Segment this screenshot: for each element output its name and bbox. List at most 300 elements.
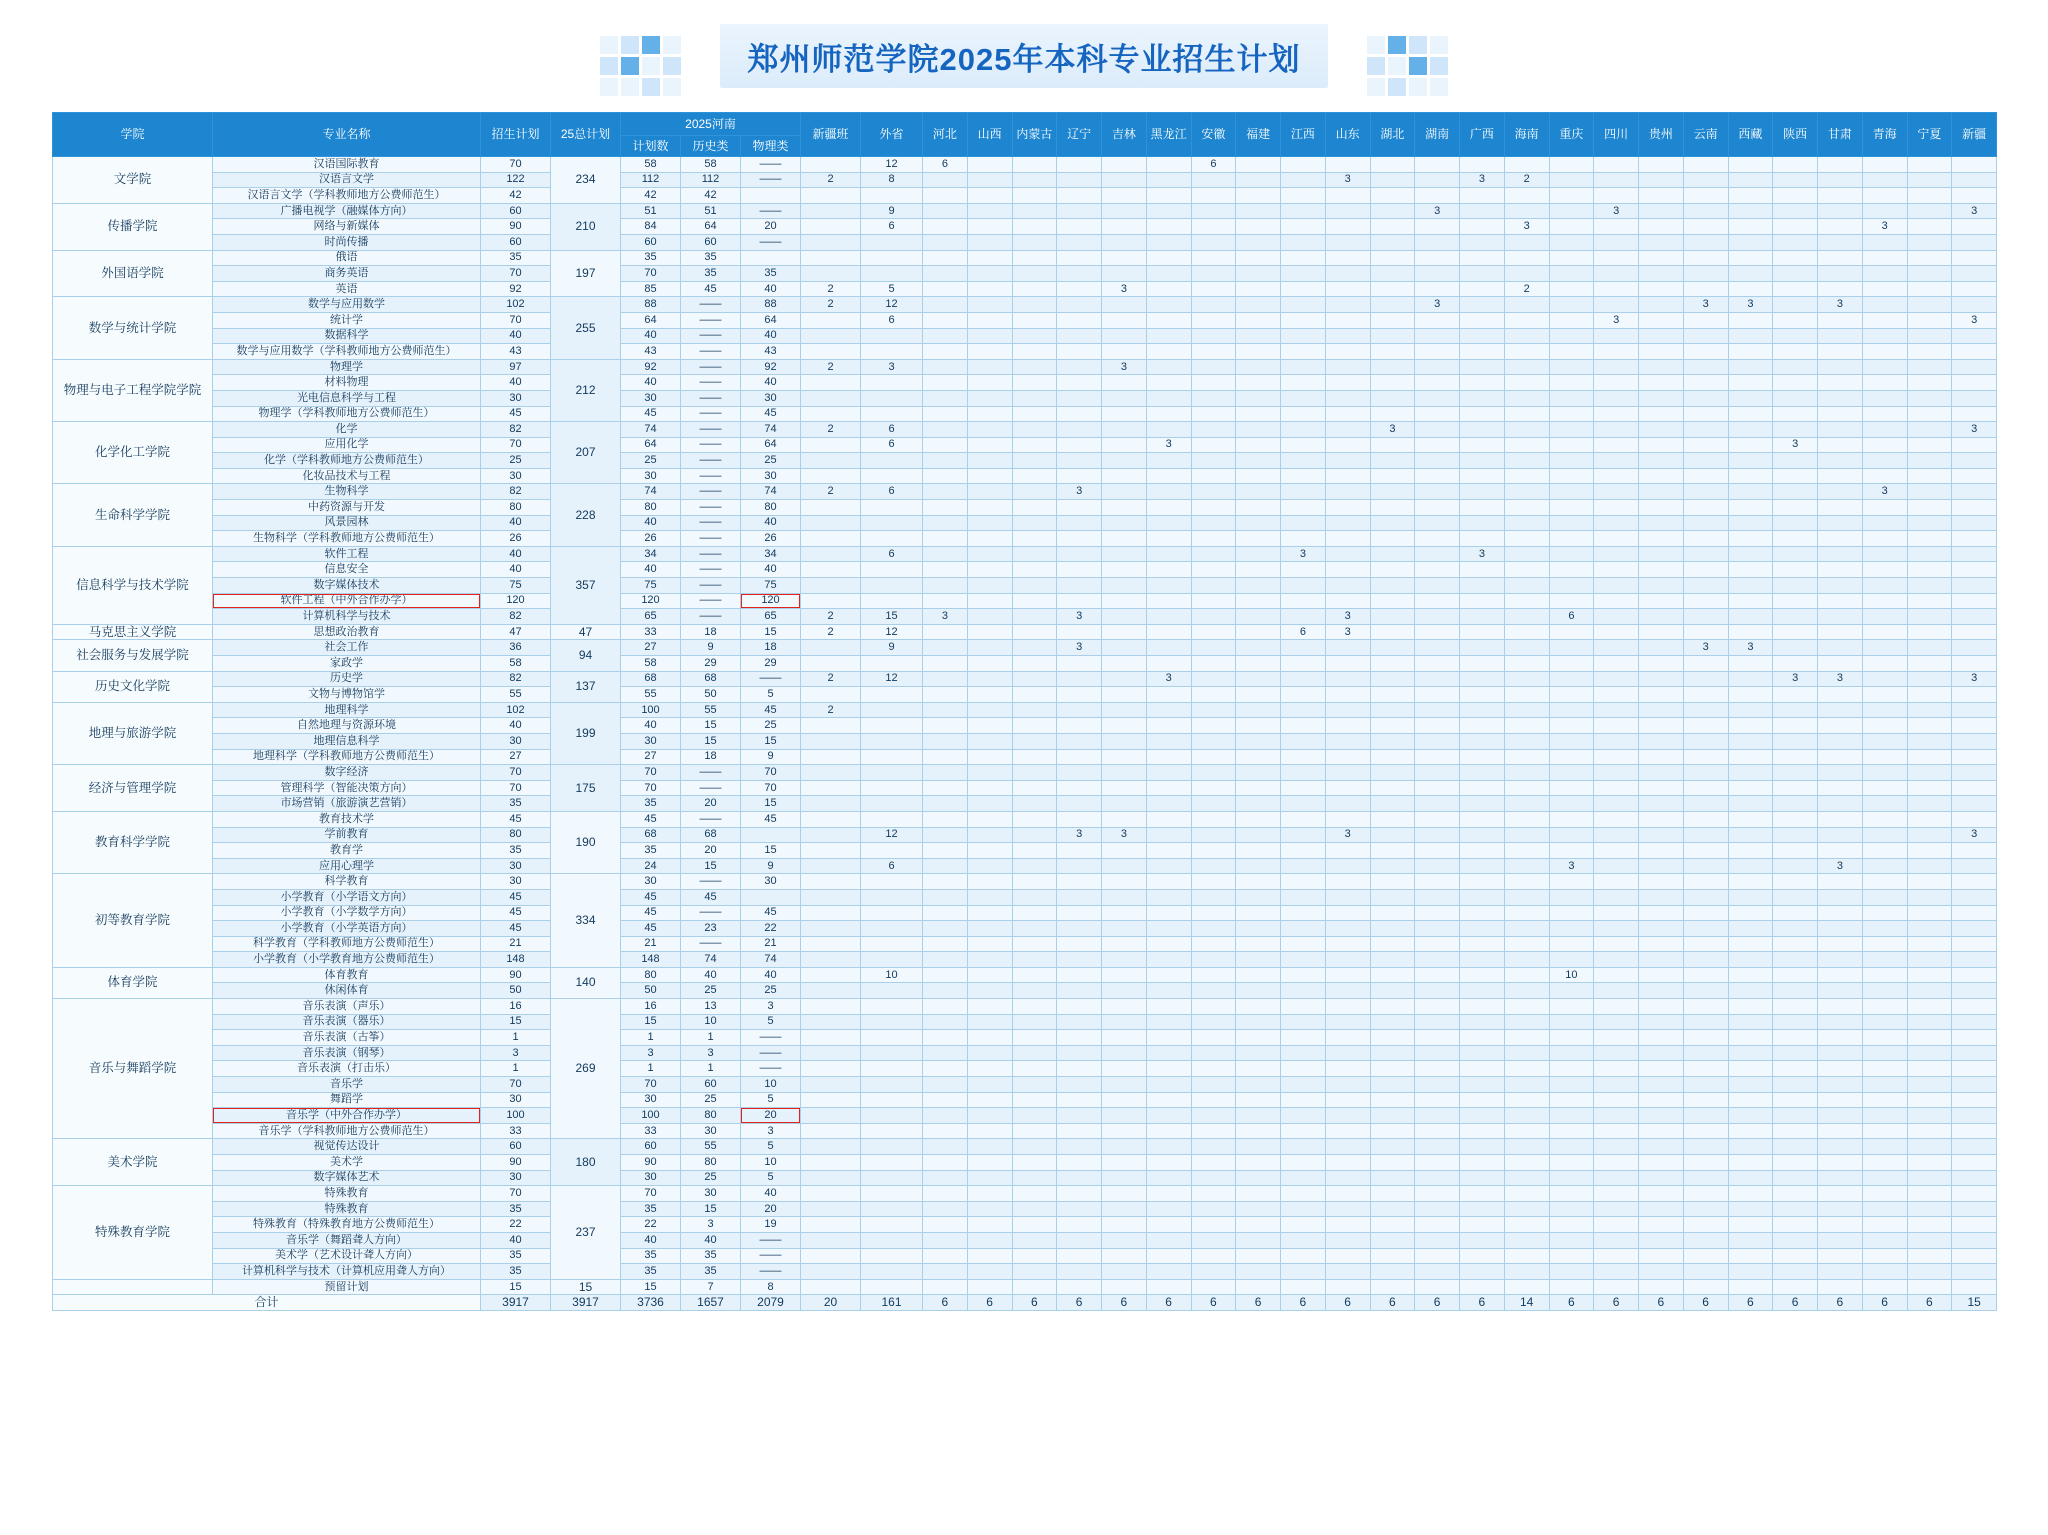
cell-province-黑龙江: [1146, 406, 1191, 422]
cell-outside: [861, 687, 923, 703]
cell-province-宁夏: [1907, 796, 1952, 812]
cell-province-重庆: [1549, 234, 1594, 250]
cell-province-内蒙古: [1012, 733, 1057, 749]
cell-province-湖南: [1415, 562, 1460, 578]
cell-province-黑龙江: [1146, 999, 1191, 1015]
cell-major: 统计学: [213, 312, 481, 328]
cell-province-辽宁: [1057, 921, 1102, 937]
cell-outside: [861, 328, 923, 344]
cell-province-河北: [923, 375, 968, 391]
cell-province-福建: [1236, 1077, 1281, 1093]
cell-province-西藏: [1728, 765, 1773, 781]
cell-outside: [861, 905, 923, 921]
cell-province-海南: [1504, 1123, 1549, 1139]
cell-major: 物理学: [213, 359, 481, 375]
cell-outside: [861, 889, 923, 905]
header-province-四川: 四川: [1594, 113, 1639, 157]
cell-province-新疆: [1952, 905, 1997, 921]
cell-province-湖北: [1370, 390, 1415, 406]
cell-province-青海: [1862, 1248, 1907, 1264]
cell-province-湖北: [1370, 188, 1415, 204]
cell-province-新疆: [1952, 1217, 1997, 1233]
cell-province-福建: [1236, 1217, 1281, 1233]
cell-province-吉林: [1102, 468, 1147, 484]
cell-province-广西: 3: [1460, 546, 1505, 562]
cell-province-福建: [1236, 765, 1281, 781]
cell-province-西藏: [1728, 656, 1773, 672]
cell-major: 教育学: [213, 843, 481, 859]
cell-province-安徽: [1191, 344, 1236, 360]
cell-province-青海: [1862, 1264, 1907, 1280]
cell-province-甘肃: [1818, 796, 1863, 812]
cell-province-山东: [1325, 281, 1370, 297]
cell-province-湖北: [1370, 1123, 1415, 1139]
cell-province-陕西: [1773, 1123, 1818, 1139]
cell-province-广西: [1460, 843, 1505, 859]
cell-province-湖北: [1370, 406, 1415, 422]
cell-province-江西: [1281, 468, 1326, 484]
cell-major: 数字媒体艺术: [213, 1170, 481, 1186]
cell-province-福建: [1236, 312, 1281, 328]
cell-province-重庆: [1549, 983, 1594, 999]
cell-province-四川: [1594, 687, 1639, 703]
cell-province-广西: [1460, 1092, 1505, 1108]
cell-henan-history: ——: [681, 531, 741, 547]
cell-province-陕西: [1773, 983, 1818, 999]
cell-province-广西: [1460, 1061, 1505, 1077]
cell-henan-history: ——: [681, 422, 741, 438]
cell-plan: 30: [481, 1170, 551, 1186]
cell-province-吉林: [1102, 1201, 1147, 1217]
cell-province-山西: [967, 905, 1012, 921]
cell-province-安徽: [1191, 1123, 1236, 1139]
cell-province-吉林: [1102, 1045, 1147, 1061]
cell-province-山西: [967, 1248, 1012, 1264]
cell-outside: [861, 656, 923, 672]
table-row: [53, 640, 1997, 656]
cell-province-西藏: [1728, 281, 1773, 297]
cell-province-四川: [1594, 967, 1639, 983]
cell-province-内蒙古: [1012, 359, 1057, 375]
cell-major: 特殊教育: [213, 1201, 481, 1217]
cell-province-甘肃: [1818, 874, 1863, 890]
cell-total-province-海南: 14: [1504, 1295, 1549, 1311]
cell-province-海南: [1504, 702, 1549, 718]
cell-province-内蒙古: [1012, 375, 1057, 391]
cell-henan-history: ——: [681, 406, 741, 422]
cell-province-辽宁: [1057, 1077, 1102, 1093]
cell-province-贵州: [1639, 1248, 1684, 1264]
cell-province-内蒙古: [1012, 297, 1057, 313]
cell-province-江西: [1281, 1170, 1326, 1186]
cell-province-山东: [1325, 749, 1370, 765]
cell-province-四川: [1594, 297, 1639, 313]
cell-province-安徽: [1191, 1061, 1236, 1077]
table-row: [53, 422, 1997, 438]
cell-xinjiang: [801, 390, 861, 406]
cell-province-河北: [923, 266, 968, 282]
cell-province-宁夏: [1907, 500, 1952, 516]
cell-province-陕西: [1773, 796, 1818, 812]
cell-province-云南: [1683, 718, 1728, 734]
cell-province-青海: [1862, 1279, 1907, 1295]
cell-province-云南: [1683, 702, 1728, 718]
cell-henan-history: ——: [681, 344, 741, 360]
cell-xinjiang: [801, 874, 861, 890]
cell-major: 特殊教育: [213, 1186, 481, 1202]
cell-province-重庆: [1549, 188, 1594, 204]
cell-outside: [861, 188, 923, 204]
cell-province-宁夏: [1907, 468, 1952, 484]
header-province-河北: 河北: [923, 113, 968, 157]
cell-outside: [861, 406, 923, 422]
cell-plan: 82: [481, 609, 551, 625]
cell-province-辽宁: [1057, 453, 1102, 469]
cell-province-江西: [1281, 889, 1326, 905]
cell-total-province-吉林: 6: [1102, 1295, 1147, 1311]
cell-province-重庆: [1549, 562, 1594, 578]
cell-province-西藏: [1728, 422, 1773, 438]
cell-province-吉林: [1102, 656, 1147, 672]
cell-province-辽宁: [1057, 1248, 1102, 1264]
cell-province-河北: [923, 1279, 968, 1295]
cell-province-山西: [967, 1123, 1012, 1139]
cell-province-海南: [1504, 266, 1549, 282]
cell-province-陕西: [1773, 1201, 1818, 1217]
cell-province-湖南: [1415, 1108, 1460, 1124]
cell-henan-physics: 10: [741, 1155, 801, 1171]
cell-plan: 45: [481, 921, 551, 937]
cell-province-贵州: [1639, 234, 1684, 250]
cell-province-山东: [1325, 1201, 1370, 1217]
cell-province-湖南: [1415, 936, 1460, 952]
cell-province-四川: [1594, 999, 1639, 1015]
cell-henan-physics: 40: [741, 1186, 801, 1202]
cell-province-福建: [1236, 983, 1281, 999]
cell-xinjiang: [801, 967, 861, 983]
cell-province-湖南: [1415, 843, 1460, 859]
cell-province-安徽: [1191, 1201, 1236, 1217]
cell-province-福建: [1236, 1186, 1281, 1202]
cell-province-江西: [1281, 1139, 1326, 1155]
cell-province-甘肃: [1818, 733, 1863, 749]
cell-province-海南: [1504, 656, 1549, 672]
cell-province-重庆: [1549, 422, 1594, 438]
cell-province-陕西: [1773, 344, 1818, 360]
decoration-left: [600, 36, 681, 96]
cell-henan-history: 60: [681, 234, 741, 250]
cell-henan-history: 3: [681, 1045, 741, 1061]
cell-province-黑龙江: [1146, 562, 1191, 578]
cell-province-河北: [923, 858, 968, 874]
cell-major: 音乐表演（打击乐）: [213, 1061, 481, 1077]
cell-province-山东: [1325, 905, 1370, 921]
cell-province-江西: [1281, 453, 1326, 469]
cell-province-湖南: [1415, 718, 1460, 734]
cell-province-新疆: [1952, 765, 1997, 781]
cell-province-福建: [1236, 687, 1281, 703]
cell-province-贵州: [1639, 765, 1684, 781]
cell-total-province-广西: 6: [1460, 1295, 1505, 1311]
cell-province-湖北: [1370, 1248, 1415, 1264]
cell-province-广西: 3: [1460, 172, 1505, 188]
cell-plan: 102: [481, 702, 551, 718]
cell-outside: [861, 1201, 923, 1217]
cell-province-黑龙江: [1146, 718, 1191, 734]
cell-province-黑龙江: [1146, 515, 1191, 531]
cell-henan-history: 18: [681, 624, 741, 640]
cell-province-湖南: [1415, 344, 1460, 360]
cell-province-重庆: [1549, 999, 1594, 1015]
cell-province-宁夏: [1907, 624, 1952, 640]
cell-province-陕西: [1773, 531, 1818, 547]
cell-province-云南: [1683, 1139, 1728, 1155]
cell-province-山西: [967, 780, 1012, 796]
cell-henan-history: ——: [681, 811, 741, 827]
cell-province-山西: [967, 422, 1012, 438]
cell-henan-plan: 75: [621, 578, 681, 594]
cell-province-福建: [1236, 811, 1281, 827]
cell-province-江西: [1281, 983, 1326, 999]
cell-province-湖北: [1370, 453, 1415, 469]
cell-henan-plan: 100: [621, 1108, 681, 1124]
cell-henan-plan: 90: [621, 1155, 681, 1171]
cell-outside: 10: [861, 967, 923, 983]
cell-province-黑龙江: [1146, 157, 1191, 173]
cell-plan: 45: [481, 811, 551, 827]
cell-province-西藏: [1728, 827, 1773, 843]
cell-province-辽宁: [1057, 344, 1102, 360]
cell-province-海南: [1504, 1030, 1549, 1046]
cell-province-黑龙江: [1146, 1123, 1191, 1139]
cell-province-重庆: [1549, 718, 1594, 734]
cell-province-四川: [1594, 375, 1639, 391]
cell-province-黑龙江: [1146, 578, 1191, 594]
cell-province-青海: [1862, 624, 1907, 640]
cell-province-云南: [1683, 250, 1728, 266]
cell-province-西藏: [1728, 359, 1773, 375]
cell-province-新疆: [1952, 624, 1997, 640]
cell-province-吉林: 3: [1102, 281, 1147, 297]
cell-province-山东: [1325, 500, 1370, 516]
cell-henan-plan: 70: [621, 780, 681, 796]
cell-province-山东: [1325, 921, 1370, 937]
cell-outside: [861, 718, 923, 734]
cell-major: 数字经济: [213, 765, 481, 781]
cell-province-青海: [1862, 172, 1907, 188]
cell-henan-history: 50: [681, 687, 741, 703]
cell-xinjiang: [801, 1264, 861, 1280]
cell-province-甘肃: [1818, 811, 1863, 827]
cell-province-山东: [1325, 967, 1370, 983]
cell-province-青海: [1862, 874, 1907, 890]
cell-province-湖南: [1415, 640, 1460, 656]
cell-province-新疆: [1952, 578, 1997, 594]
cell-province-福建: [1236, 1248, 1281, 1264]
cell-province-福建: [1236, 671, 1281, 687]
cell-province-青海: [1862, 375, 1907, 391]
cell-xinjiang: [801, 796, 861, 812]
cell-province-贵州: [1639, 733, 1684, 749]
cell-province-宁夏: [1907, 967, 1952, 983]
cell-outside: [861, 500, 923, 516]
cell-province-青海: [1862, 390, 1907, 406]
cell-province-湖北: [1370, 266, 1415, 282]
cell-xinjiang: [801, 921, 861, 937]
cell-province-新疆: [1952, 1061, 1997, 1077]
cell-province-宁夏: [1907, 1217, 1952, 1233]
cell-province-海南: [1504, 640, 1549, 656]
cell-province-福建: [1236, 375, 1281, 391]
cell-province-山东: [1325, 843, 1370, 859]
cell-province-河北: [923, 983, 968, 999]
cell-province-宁夏: [1907, 1108, 1952, 1124]
cell-plan: 15: [481, 1014, 551, 1030]
cell-province-山东: [1325, 1077, 1370, 1093]
cell-province-吉林: [1102, 328, 1147, 344]
cell-province-河北: [923, 437, 968, 453]
cell-province-湖南: [1415, 188, 1460, 204]
cell-province-甘肃: [1818, 1092, 1863, 1108]
cell-province-山东: [1325, 640, 1370, 656]
cell-province-新疆: [1952, 889, 1997, 905]
cell-province-福建: [1236, 406, 1281, 422]
cell-province-江西: [1281, 874, 1326, 890]
cell-province-内蒙古: [1012, 172, 1057, 188]
cell-province-甘肃: [1818, 375, 1863, 391]
cell-province-西藏: 3: [1728, 640, 1773, 656]
cell-province-湖南: [1415, 359, 1460, 375]
cell-province-甘肃: [1818, 1108, 1863, 1124]
cell-plan: 45: [481, 406, 551, 422]
cell-province-新疆: [1952, 500, 1997, 516]
cell-henan-history: ——: [681, 546, 741, 562]
cell-province-贵州: [1639, 484, 1684, 500]
cell-province-新疆: [1952, 250, 1997, 266]
cell-college: 外国语学院: [53, 250, 213, 297]
cell-xinjiang: [801, 811, 861, 827]
cell-province-海南: [1504, 1248, 1549, 1264]
cell-province-河北: [923, 1248, 968, 1264]
cell-province-新疆: 3: [1952, 671, 1997, 687]
cell-province-内蒙古: [1012, 188, 1057, 204]
table-head-row-1: [53, 113, 1997, 136]
cell-province-福建: [1236, 344, 1281, 360]
cell-province-青海: [1862, 297, 1907, 313]
cell-province-江西: [1281, 406, 1326, 422]
cell-province-内蒙古: [1012, 453, 1057, 469]
cell-province-青海: [1862, 406, 1907, 422]
cell-province-陕西: [1773, 765, 1818, 781]
header-province-青海: 青海: [1862, 113, 1907, 157]
cell-province-青海: [1862, 1108, 1907, 1124]
cell-outside: [861, 1170, 923, 1186]
cell-province-青海: [1862, 453, 1907, 469]
cell-province-安徽: [1191, 1045, 1236, 1061]
cell-xinjiang: 2: [801, 422, 861, 438]
cell-province-贵州: [1639, 328, 1684, 344]
cell-province-云南: [1683, 905, 1728, 921]
cell-province-吉林: [1102, 1186, 1147, 1202]
cell-province-山西: [967, 999, 1012, 1015]
cell-province-云南: [1683, 983, 1728, 999]
cell-province-辽宁: [1057, 1030, 1102, 1046]
cell-province-河北: [923, 640, 968, 656]
cell-plan: 30: [481, 733, 551, 749]
cell-henan-history: 30: [681, 1123, 741, 1139]
cell-xinjiang: 2: [801, 702, 861, 718]
cell-province-宁夏: [1907, 328, 1952, 344]
cell-province-海南: [1504, 999, 1549, 1015]
cell-outside: 12: [861, 157, 923, 173]
cell-henan-physics: 3: [741, 1123, 801, 1139]
cell-province-新疆: [1952, 687, 1997, 703]
cell-province-内蒙古: [1012, 749, 1057, 765]
cell-province-吉林: [1102, 219, 1147, 235]
cell-province-河北: [923, 188, 968, 204]
cell-province-山东: [1325, 437, 1370, 453]
cell-henan-physics: [741, 827, 801, 843]
cell-province-安徽: [1191, 234, 1236, 250]
cell-province-河北: [923, 967, 968, 983]
cell-province-云南: 3: [1683, 640, 1728, 656]
cell-province-西藏: [1728, 609, 1773, 625]
cell-province-福建: [1236, 203, 1281, 219]
cell-province-安徽: [1191, 858, 1236, 874]
cell-province-江西: [1281, 765, 1326, 781]
cell-province-江西: [1281, 609, 1326, 625]
cell-outside: [861, 811, 923, 827]
cell-outside: [861, 983, 923, 999]
cell-henan-physics: ——: [741, 1264, 801, 1280]
cell-province-河北: [923, 250, 968, 266]
cell-province-安徽: [1191, 500, 1236, 516]
cell-province-黑龙江: [1146, 219, 1191, 235]
table-row: [53, 687, 1997, 703]
cell-henan-plan: 3: [621, 1045, 681, 1061]
cell-province-山西: [967, 1170, 1012, 1186]
cell-province-西藏: [1728, 188, 1773, 204]
cell-province-福建: [1236, 562, 1281, 578]
cell-province-山西: [967, 967, 1012, 983]
table-row: [53, 375, 1997, 391]
cell-province-贵州: [1639, 811, 1684, 827]
cell-province-重庆: [1549, 1030, 1594, 1046]
cell-province-福建: [1236, 1155, 1281, 1171]
cell-province-西藏: [1728, 328, 1773, 344]
cell-province-内蒙古: [1012, 936, 1057, 952]
cell-province-青海: [1862, 827, 1907, 843]
cell-province-辽宁: [1057, 1186, 1102, 1202]
cell-province-新疆: [1952, 390, 1997, 406]
cell-province-湖北: [1370, 765, 1415, 781]
cell-province-江西: [1281, 1123, 1326, 1139]
cell-henan-physics: 25: [741, 453, 801, 469]
cell-province-海南: [1504, 234, 1549, 250]
cell-province-山东: 3: [1325, 827, 1370, 843]
cell-henan-plan: 34: [621, 546, 681, 562]
cell-province-安徽: [1191, 468, 1236, 484]
cell-plan: 92: [481, 281, 551, 297]
cell-province-安徽: 6: [1191, 157, 1236, 173]
cell-province-黑龙江: [1146, 468, 1191, 484]
cell-province-安徽: [1191, 1264, 1236, 1280]
cell-province-新疆: [1952, 593, 1997, 609]
cell-major: 教育技术学: [213, 811, 481, 827]
cell-province-黑龙江: [1146, 344, 1191, 360]
cell-province-西藏: [1728, 390, 1773, 406]
cell-province-宁夏: [1907, 422, 1952, 438]
